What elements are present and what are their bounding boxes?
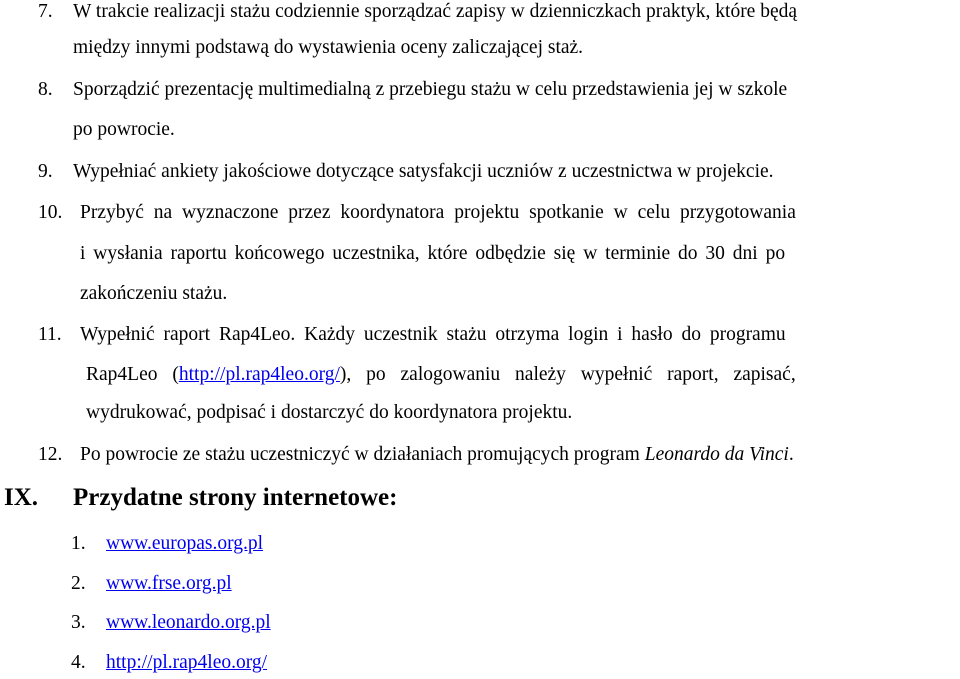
item-11-number: 11. xyxy=(38,324,62,345)
link-1-number: 1. xyxy=(71,533,86,554)
item-12-text: Po powrocie ze stażu uczestniczyć w działaniach promujących program xyxy=(80,444,645,465)
link-rap4leo[interactable]: http://pl.rap4leo.org/ xyxy=(106,652,268,673)
item-7-line-2: między innymi podstawą do wystawienia oceny zaliczającej staż. xyxy=(73,37,584,58)
item-10-line-1: Przybyć na wyznaczone przez koordynatora projektu spotkanie w celu przygotowania xyxy=(80,202,796,223)
item-7-number: 7. xyxy=(38,1,53,22)
item-10-line-2: i wysłania raportu końcowego uczestnika, które odbędzie się w terminie do 30 dni po xyxy=(80,243,786,264)
item-11-line-3: wydrukować, podpisać i dostarczyć do koordynatora projektu. xyxy=(86,402,573,423)
item-10-line-3: zakończeniu stażu. xyxy=(80,283,228,304)
item-12-number: 12. xyxy=(38,444,63,465)
item-10-number: 10. xyxy=(38,202,63,223)
section-title: Przydatne strony internetowe: xyxy=(73,484,398,511)
item-11-line-2 xyxy=(86,363,796,387)
program-name: Leonardo da Vinci xyxy=(644,444,789,465)
link-europas[interactable]: www.europas.org.pl xyxy=(106,533,264,554)
link-frse[interactable]: www.frse.org.pl xyxy=(106,573,232,594)
link-leonardo[interactable]: www.leonardo.org.pl xyxy=(106,612,271,633)
item-11-line-2-pre: Rap4Leo ( xyxy=(86,364,179,385)
item-12-line-1 xyxy=(80,443,794,467)
item-12-end: . xyxy=(788,444,794,465)
item-9-number: 9. xyxy=(38,161,53,182)
item-9-line-1: Wypełniać ankiety jakościowe dotyczące satysfakcji uczniów z uczestnictwa w projekcie. xyxy=(73,161,774,182)
item-8-line-2: po powrocie. xyxy=(73,119,175,140)
item-8-line-1: Sporządzić prezentację multimedialną z przebiegu stażu w celu przedstawienia jej w szkole xyxy=(73,79,788,100)
rap4leo-inline-link[interactable]: http://pl.rap4leo.org/ xyxy=(178,364,340,385)
item-11-line-2-post: ), po zalogowaniu należy wypełnić raport, zapisać, xyxy=(339,364,796,385)
section-number: IX. xyxy=(4,484,39,511)
link-2-number: 2. xyxy=(71,573,86,594)
item-11-line-1: Wypełnić raport Rap4Leo. Każdy uczestnik stażu otrzyma login i hasło do programu xyxy=(80,324,786,345)
item-8-number: 8. xyxy=(38,79,53,100)
item-7-line-1: W trakcie realizacji stażu codziennie sporządzać zapisy w dzienniczkach praktyk, które będą xyxy=(73,1,798,22)
link-4-number: 4. xyxy=(71,652,86,673)
link-3-number: 3. xyxy=(71,612,86,633)
